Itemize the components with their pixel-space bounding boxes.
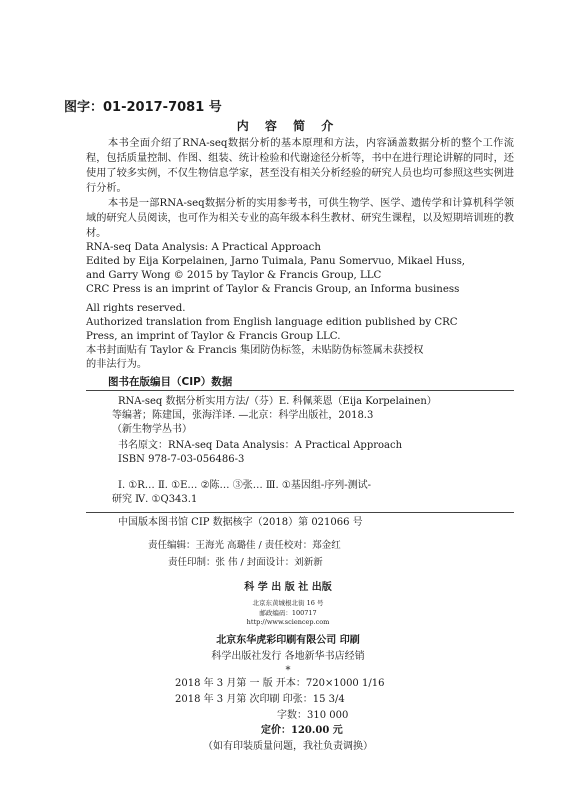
rights-block bbox=[86, 302, 514, 372]
summary-title: 内 容 简 介 bbox=[236, 119, 340, 133]
cip-data-number: 中国版本图书馆 CIP 数据核字（2018）第 021066 号 bbox=[118, 517, 363, 528]
word-count: 字数：310 000 bbox=[277, 710, 349, 721]
english-line: and Garry Wong © 2015 by Taylor & Francis Group, LLC bbox=[86, 270, 382, 281]
publisher-address: 北京东黄城根北街 16 号 bbox=[252, 599, 324, 607]
cip-line: ISBN 978-7-03-056486-3 bbox=[118, 454, 245, 465]
rights-line: All rights reserved. bbox=[86, 303, 186, 314]
printer-name: 北京东华虎彩印刷有限公司 印刷 bbox=[216, 635, 360, 646]
cip-body bbox=[112, 395, 437, 467]
cip-title: 图书在版编目（CIP）数据 bbox=[108, 376, 233, 388]
publisher-website: http://www.sciencep.com bbox=[246, 618, 330, 626]
cip-bottom-rule bbox=[86, 512, 514, 513]
rights-line: 的非法行为。 bbox=[86, 359, 148, 370]
classification-line: 研究 Ⅳ. ①Q343.1 bbox=[112, 494, 198, 505]
cip-line: 等编著；陈建国，张海洋译. —北京：科学出版社，2018.3 bbox=[112, 410, 374, 421]
cip-line: RNA-seq 数据分析实用方法/（芬）E. 科佩莱恩（Eija Korpelainen） bbox=[118, 396, 437, 407]
rights-line: Authorized translation from English language edition published by CRC bbox=[86, 317, 458, 328]
contract-registration: 图字：01-2017-7081 号 bbox=[64, 100, 222, 115]
price: 定价：120.00 元 bbox=[261, 725, 343, 736]
cip-line: 书名原文：RNA-seq Data Analysis：A Practical Approach bbox=[118, 440, 403, 451]
distribution: 科学出版社发行 各地新华书店经销 bbox=[211, 651, 365, 662]
classification-line: Ⅰ. ①R… Ⅱ. ①E… ②陈… ③张… Ⅲ. ①基因组-序列-测试- bbox=[118, 480, 372, 491]
english-copyright-block bbox=[86, 241, 514, 297]
edition-line-1: 2018 年 3 月第 一 版 开本：720×1000 1/16 bbox=[175, 678, 385, 689]
english-line: Edited by Eija Korpelainen, Jarno Tuimala, Panu Somervuo, Mikael Huss, bbox=[86, 256, 466, 267]
quality-note: （如有印装质量问题，我社负责调换） bbox=[203, 741, 373, 752]
publisher-postcode: 邮政编码：100717 bbox=[259, 609, 317, 617]
cip-line: （新生物学丛书） bbox=[112, 424, 192, 435]
editors-line-1: 责任编辑：王海光 高璐佳 / 责任校对：郑金红 bbox=[148, 540, 341, 551]
separator-mark: * bbox=[285, 665, 291, 676]
publisher-name: 科 学 出 版 社 出版 bbox=[244, 582, 332, 593]
editors-line-2: 责任印制：张 伟 / 封面设计：刘新新 bbox=[168, 557, 323, 568]
cip-top-rule bbox=[86, 390, 514, 391]
english-line: CRC Press is an imprint of Taylor & Francis Group, an Informa business bbox=[86, 284, 460, 295]
summary-paragraph-2: 本书是一部RNA-seq数据分析的实用参考书，可供生物学、医学、遗传学和计算机科学领域的研究人员阅读，也可作为相关专业的高年级本科生教材、研究生课程，以及短期培训班的教材。 bbox=[86, 198, 514, 239]
english-line: RNA-seq Data Analysis: A Practical Approach bbox=[86, 242, 321, 253]
rights-line: Press, an imprint of Taylor & Francis Group LLC. bbox=[86, 331, 341, 342]
cip-classification bbox=[112, 479, 372, 507]
edition-line-2: 2018 年 3 月第 次印刷 印张：15 3/4 bbox=[175, 694, 345, 705]
summary-paragraph-1: 本书全面介绍了RNA-seq数据分析的基本原理和方法，内容涵盖数据分析的整个工作流程，包括质量控制、作图、组装、统计检验和代谢途径分析等，书中在进行理论讲解的同时，还使用了较多实例，不仅生物信息学家，甚至没有相关分析经验的研究人员也均可参照这些实例进行分析。 bbox=[86, 138, 514, 194]
rights-line: 本书封面贴有 Taylor & Francis 集团防伪标签，未贴防伪标签属未获授权 bbox=[86, 345, 424, 356]
